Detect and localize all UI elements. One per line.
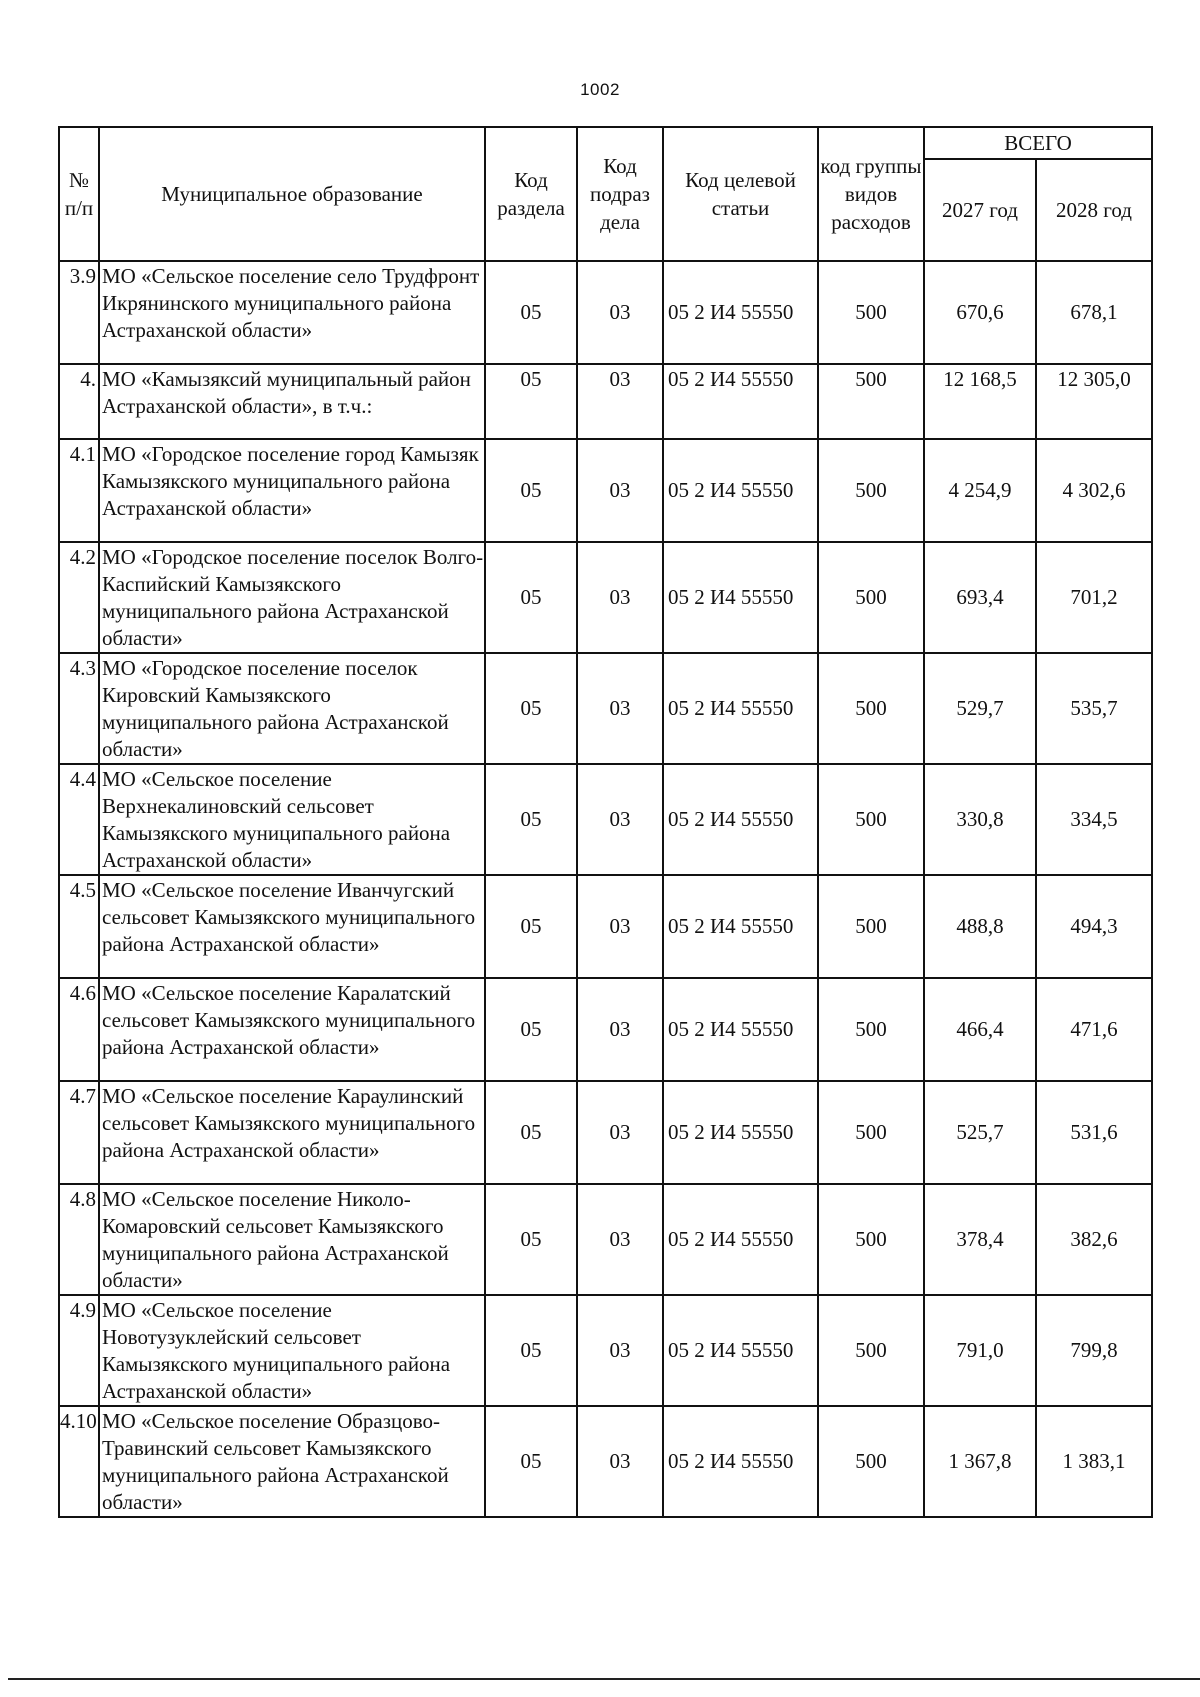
row-municipality: МО «Сельское поселение Образцово-Травинский сельсовет Камызякского муниципального района Астраханской области» [99, 1406, 485, 1517]
header-section-code: Код раздела [485, 127, 577, 261]
row-target-article-code: 05 2 И4 55550 [663, 653, 818, 764]
row-num: 4.8 [59, 1184, 99, 1295]
row-target-article-code: 05 2 И4 55550 [663, 542, 818, 653]
row-municipality: МО «Сельское поселение Каралатский сельсовет Камызякского муниципального района Астраханской области» [99, 978, 485, 1081]
row-amount-2028: 12 305,0 [1036, 364, 1152, 439]
row-section-code: 05 [485, 764, 577, 875]
row-expense-group-code: 500 [818, 875, 924, 978]
row-amount-2028: 4 302,6 [1036, 439, 1152, 542]
table-body [59, 261, 1152, 1517]
row-expense-group-code: 500 [818, 1184, 924, 1295]
row-amount-2028: 382,6 [1036, 1184, 1152, 1295]
row-section-code: 05 [485, 542, 577, 653]
row-amount-2028: 471,6 [1036, 978, 1152, 1081]
header-num: № п/п [59, 127, 99, 261]
row-municipality: МО «Сельское поселение Верхнекалиновский сельсовет Камызякского муниципального района Астраханской области» [99, 764, 485, 875]
table-row [59, 261, 1152, 364]
header-year-2027: 2027 год [924, 159, 1036, 261]
table-row [59, 364, 1152, 439]
row-expense-group-code: 500 [818, 364, 924, 439]
row-num: 4.2 [59, 542, 99, 653]
row-municipality: МО «Сельское поселение Николо-Комаровский сельсовет Камызякского муниципального района Астраханской области» [99, 1184, 485, 1295]
row-municipality: МО «Сельское поселение Караулинский сельсовет Камызякского муниципального района Астраханской области» [99, 1081, 485, 1184]
row-amount-2028: 678,1 [1036, 261, 1152, 364]
row-amount-2027: 378,4 [924, 1184, 1036, 1295]
row-subsection-code: 03 [577, 542, 663, 653]
row-subsection-code: 03 [577, 978, 663, 1081]
header-target-article-code: Код целевой статьи [663, 127, 818, 261]
row-amount-2027: 670,6 [924, 261, 1036, 364]
row-municipality: МО «Городское поселение город Камызяк Камызякского муниципального района Астраханской области» [99, 439, 485, 542]
row-target-article-code: 05 2 И4 55550 [663, 1295, 818, 1406]
row-subsection-code: 03 [577, 875, 663, 978]
row-amount-2027: 4 254,9 [924, 439, 1036, 542]
header-row [59, 127, 1152, 159]
row-section-code: 05 [485, 1184, 577, 1295]
row-num: 4.7 [59, 1081, 99, 1184]
row-target-article-code: 05 2 И4 55550 [663, 261, 818, 364]
row-num: 4.5 [59, 875, 99, 978]
row-section-code: 05 [485, 978, 577, 1081]
row-expense-group-code: 500 [818, 1406, 924, 1517]
row-num: 4.6 [59, 978, 99, 1081]
row-expense-group-code: 500 [818, 542, 924, 653]
table-row [59, 764, 1152, 875]
page-number: 1002 [580, 80, 620, 99]
row-amount-2027: 525,7 [924, 1081, 1036, 1184]
table-row [59, 653, 1152, 764]
row-municipality: МО «Городское поселение поселок Кировский Камызякского муниципального района Астраханской области» [99, 653, 485, 764]
row-subsection-code: 03 [577, 364, 663, 439]
row-subsection-code: 03 [577, 1295, 663, 1406]
row-expense-group-code: 500 [818, 1081, 924, 1184]
row-target-article-code: 05 2 И4 55550 [663, 364, 818, 439]
row-target-article-code: 05 2 И4 55550 [663, 875, 818, 978]
row-section-code: 05 [485, 1406, 577, 1517]
row-municipality: МО «Камызяксий муниципальный район Астраханской области», в т.ч.: [99, 364, 485, 439]
row-num: 4.10 [59, 1406, 99, 1517]
row-num: 3.9 [59, 261, 99, 364]
row-section-code: 05 [485, 439, 577, 542]
row-num: 4.4 [59, 764, 99, 875]
row-expense-group-code: 500 [818, 764, 924, 875]
row-amount-2028: 494,3 [1036, 875, 1152, 978]
row-amount-2027: 330,8 [924, 764, 1036, 875]
row-amount-2027: 693,4 [924, 542, 1036, 653]
row-amount-2028: 701,2 [1036, 542, 1152, 653]
row-target-article-code: 05 2 И4 55550 [663, 764, 818, 875]
row-amount-2027: 466,4 [924, 978, 1036, 1081]
table-row [59, 542, 1152, 653]
row-expense-group-code: 500 [818, 653, 924, 764]
table-row [59, 1184, 1152, 1295]
page-bottom-rule [8, 1678, 1200, 1680]
header-total: ВСЕГО [924, 127, 1152, 159]
row-amount-2027: 12 168,5 [924, 364, 1036, 439]
row-num: 4. [59, 364, 99, 439]
row-subsection-code: 03 [577, 261, 663, 364]
row-target-article-code: 05 2 И4 55550 [663, 978, 818, 1081]
row-target-article-code: 05 2 И4 55550 [663, 1406, 818, 1517]
row-target-article-code: 05 2 И4 55550 [663, 439, 818, 542]
table-row [59, 978, 1152, 1081]
row-amount-2028: 799,8 [1036, 1295, 1152, 1406]
row-section-code: 05 [485, 1295, 577, 1406]
row-amount-2027: 791,0 [924, 1295, 1036, 1406]
row-target-article-code: 05 2 И4 55550 [663, 1081, 818, 1184]
row-expense-group-code: 500 [818, 261, 924, 364]
row-section-code: 05 [485, 875, 577, 978]
header-year-2028: 2028 год [1036, 159, 1152, 261]
table-row [59, 439, 1152, 542]
budget-table [58, 126, 1153, 1518]
row-amount-2027: 529,7 [924, 653, 1036, 764]
row-num: 4.3 [59, 653, 99, 764]
row-expense-group-code: 500 [818, 439, 924, 542]
row-section-code: 05 [485, 653, 577, 764]
row-subsection-code: 03 [577, 1406, 663, 1517]
row-subsection-code: 03 [577, 1184, 663, 1295]
row-subsection-code: 03 [577, 653, 663, 764]
row-amount-2028: 531,6 [1036, 1081, 1152, 1184]
row-subsection-code: 03 [577, 439, 663, 542]
row-num: 4.1 [59, 439, 99, 542]
row-expense-group-code: 500 [818, 978, 924, 1081]
row-amount-2028: 535,7 [1036, 653, 1152, 764]
table-row [59, 1081, 1152, 1184]
row-amount-2027: 1 367,8 [924, 1406, 1036, 1517]
row-section-code: 05 [485, 1081, 577, 1184]
row-municipality: МО «Городское поселение поселок Волго-Каспийский Камызякского муниципального района Астраханской области» [99, 542, 485, 653]
header-expense-group-code: код группы видов расходов [818, 127, 924, 261]
row-section-code: 05 [485, 364, 577, 439]
header-subsection-code: Код подраз дела [577, 127, 663, 261]
row-num: 4.9 [59, 1295, 99, 1406]
row-municipality: МО «Сельское поселение село Трудфронт Икрянинского муниципального района Астраханской области» [99, 261, 485, 364]
row-amount-2028: 334,5 [1036, 764, 1152, 875]
table-row [59, 1406, 1152, 1517]
row-municipality: МО «Сельское поселение Иванчугский сельсовет Камызякского муниципального района Астраханской области» [99, 875, 485, 978]
row-amount-2028: 1 383,1 [1036, 1406, 1152, 1517]
row-subsection-code: 03 [577, 1081, 663, 1184]
table-row [59, 1295, 1152, 1406]
row-amount-2027: 488,8 [924, 875, 1036, 978]
row-target-article-code: 05 2 И4 55550 [663, 1184, 818, 1295]
row-expense-group-code: 500 [818, 1295, 924, 1406]
row-subsection-code: 03 [577, 764, 663, 875]
table-header [59, 127, 1152, 261]
header-municipality: Муниципальное образование [99, 127, 485, 261]
table-row [59, 875, 1152, 978]
row-section-code: 05 [485, 261, 577, 364]
row-municipality: МО «Сельское поселение Новотузуклейский сельсовет Камызякского муниципального района Астраханской области» [99, 1295, 485, 1406]
